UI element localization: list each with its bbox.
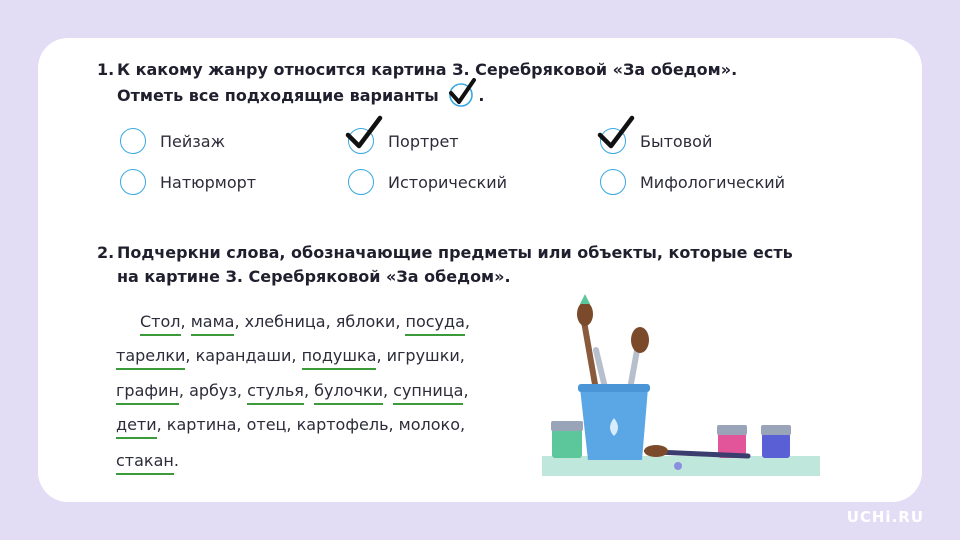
inline-checked-circle-icon [446,82,476,108]
radio-circle[interactable] [348,128,374,154]
question-2-number: 2. [97,243,115,262]
underlined-word[interactable]: подушка [302,346,377,370]
purple-paint-jar-icon [761,425,791,458]
question-1 [97,58,817,108]
underlined-word[interactable]: супница [393,381,463,405]
radio-circle[interactable] [120,169,146,195]
plain-text: , [464,312,470,331]
option-natyurmort[interactable] [120,167,256,197]
option-mifologicheskiy[interactable] [600,167,785,197]
option-portret[interactable] [348,126,459,156]
word-line-5 [116,451,179,477]
word-line-4 [116,415,465,441]
plain-text: , [303,381,315,400]
check-mark-icon [345,115,383,151]
option-istoricheskiy[interactable] [348,167,507,197]
option-label: Бытовой [640,131,713,151]
option-bytovoy[interactable] [600,126,712,156]
underlined-word[interactable]: Стол [140,312,181,336]
question-1-instruction: Отметь все подходящие варианты [117,86,439,105]
underlined-word[interactable]: булочки [314,381,383,405]
check-mark-icon [597,115,635,151]
question-1-instruction-end: . [478,86,485,105]
underlined-word[interactable]: графин [116,381,179,405]
green-paint-jar-icon [551,421,583,458]
plain-text: . [173,451,179,470]
plain-text: , [382,381,394,400]
paint-supplies-illustration [538,290,828,490]
radio-circle[interactable] [120,128,146,154]
radio-circle[interactable] [600,169,626,195]
question-2-text: Подчеркни слова, обозначающие предметы или объекты, которые есть [117,243,793,262]
plain-text: , игрушки, [376,346,465,365]
underlined-word[interactable]: дети [116,415,157,439]
option-label: Исторический [388,172,507,192]
word-line-3 [116,381,469,407]
underlined-word[interactable]: тарелки [116,346,185,370]
underlined-word[interactable]: стулья [247,381,304,405]
word-line-2 [116,346,465,372]
option-label: Пейзаж [160,131,225,151]
option-label: Портрет [388,131,459,151]
question-2-text-line2: на картине З. Серебряковой «За обедом». [117,267,511,286]
plain-text: , хлебница, яблоки, [234,312,406,331]
radio-circle[interactable] [348,169,374,195]
plain-text: , [463,381,469,400]
brand-logo: UCHi.RU [846,508,924,526]
question-1-text: К какому жанру относится картина З. Серебряковой «За обедом». [117,60,738,79]
option-peyzazh[interactable] [120,126,225,156]
radio-circle[interactable] [600,128,626,154]
plain-text: , картина, отец, картофель, молоко, [156,415,466,434]
underlined-word[interactable]: посуда [405,312,464,336]
plain-text: , карандаши, [185,346,302,365]
option-label: Натюрморт [160,172,257,192]
plain-text: , арбуз, [178,381,248,400]
plain-text: , [180,312,191,331]
question-1-number: 1. [97,60,115,79]
option-label: Мифологический [640,172,786,192]
underlined-word[interactable]: стакан [116,451,174,475]
word-line-1 [140,312,470,338]
question-2 [97,241,837,289]
underlined-word[interactable]: мама [191,312,235,336]
blue-cup-icon [578,384,650,460]
